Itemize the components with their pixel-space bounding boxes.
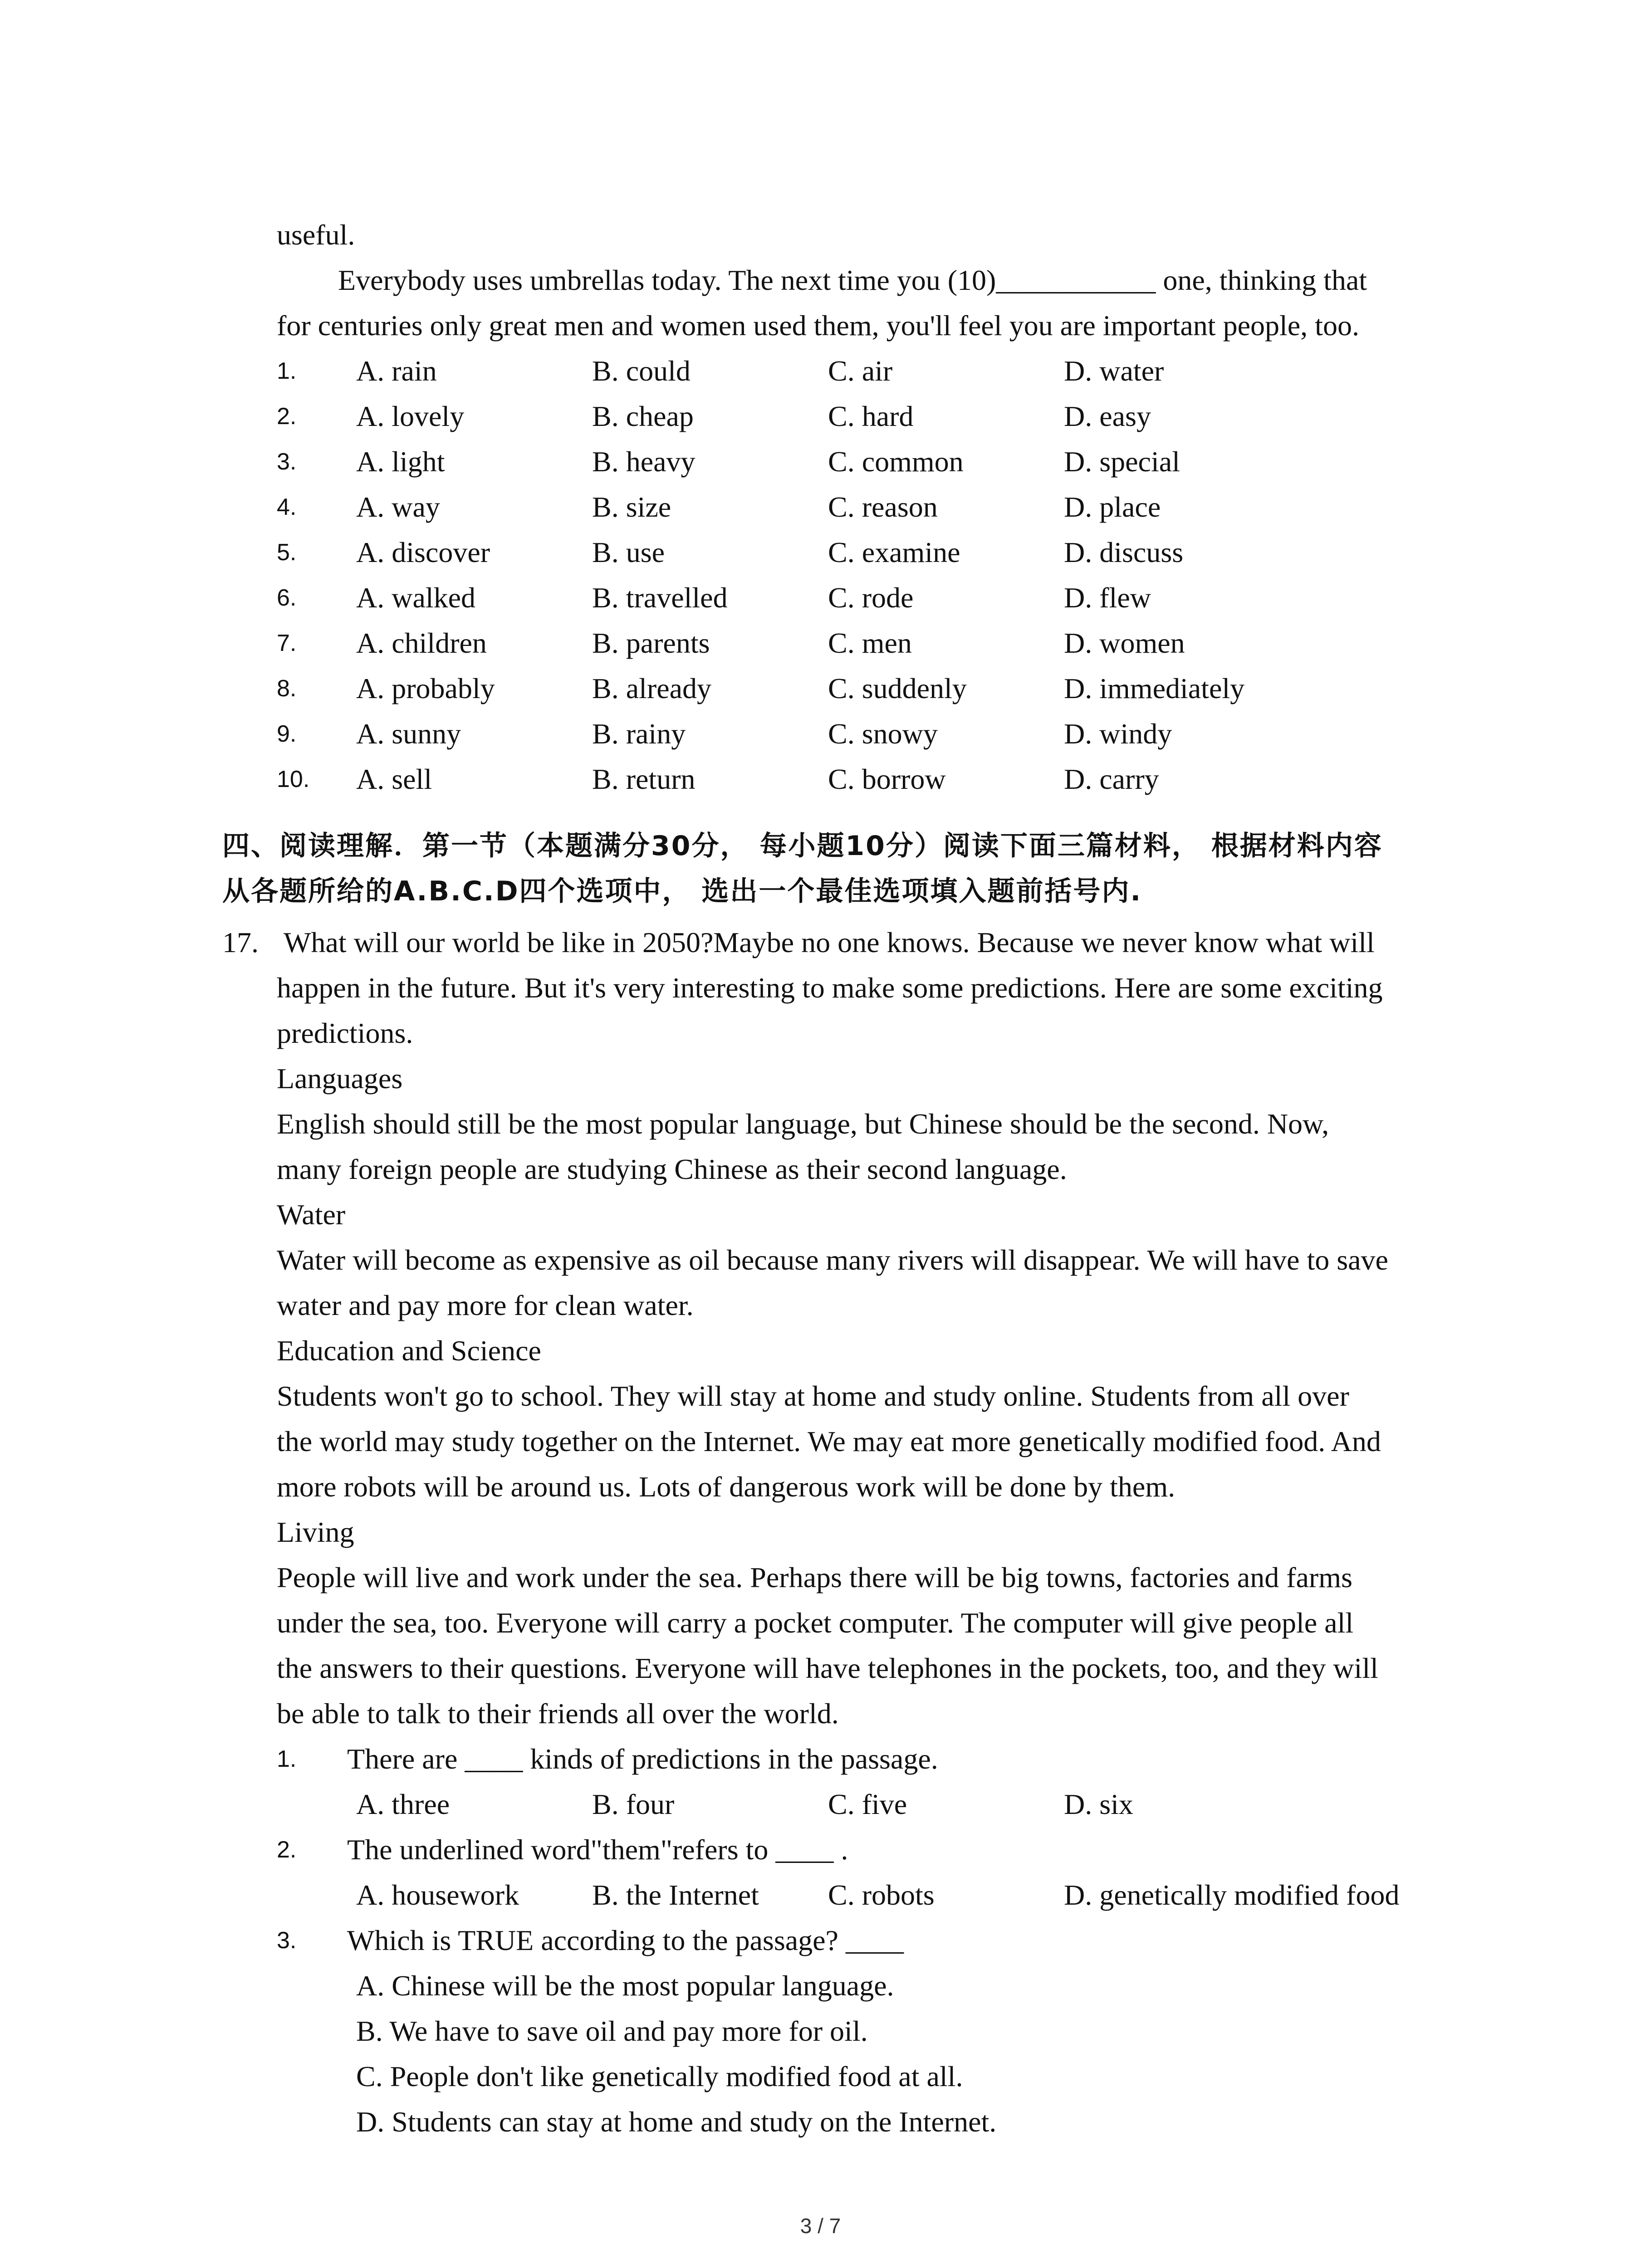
question-stem: There are ____ kinds of predictions in the passage. bbox=[347, 1743, 938, 1775]
option-c: C. robots bbox=[828, 1879, 935, 1911]
option-c: C. snowy bbox=[828, 718, 938, 750]
passage-line: Water will become as expensive as oil because many rivers will disappear. We will have to save bbox=[277, 1244, 1388, 1276]
question-number: 3. bbox=[277, 1927, 297, 1954]
option-b: B. travelled bbox=[592, 582, 728, 614]
option-c: C. air bbox=[828, 355, 893, 387]
option-d: D. women bbox=[1064, 627, 1185, 659]
option-c: C. suddenly bbox=[828, 672, 967, 704]
item-number: 2. bbox=[277, 403, 297, 430]
passage-line: Students won't go to school. They will stay at home and study online. Students from all over bbox=[277, 1380, 1349, 1412]
option-a: A. walked bbox=[356, 582, 476, 614]
item-number: 4. bbox=[277, 494, 297, 520]
passage-line: English should still be the most popular language, but Chinese should be the second. Now, bbox=[277, 1108, 1329, 1140]
option-b: B. could bbox=[592, 355, 691, 387]
option-c: C. rode bbox=[828, 582, 914, 614]
option-a: A. three bbox=[356, 1788, 450, 1820]
passage-subheading: Water bbox=[277, 1198, 346, 1231]
option-c: C. hard bbox=[828, 400, 914, 432]
section-heading: 从各题所给的A.B.C.D四个选项中， 选出一个最佳选项填入题前括号内. bbox=[222, 875, 1142, 907]
option-c: C. reason bbox=[828, 491, 938, 523]
option-a: A. light bbox=[356, 445, 445, 478]
question-stem: The underlined word"them"refers to ____ . bbox=[347, 1833, 848, 1866]
option-b: B. four bbox=[592, 1788, 675, 1820]
passage-line: water and pay more for clean water. bbox=[277, 1289, 694, 1321]
item-number: 9. bbox=[277, 721, 297, 747]
passage-line: under the sea, too. Everyone will carry a pocket computer. The computer will give people all bbox=[277, 1607, 1354, 1639]
option-c: C. borrow bbox=[828, 763, 946, 795]
passage-line: People will live and work under the sea. Perhaps there will be big towns, factories and farms bbox=[277, 1561, 1352, 1593]
option-d: D. six bbox=[1064, 1788, 1133, 1820]
option-d: D. carry bbox=[1064, 763, 1159, 795]
option-a: A. way bbox=[356, 491, 440, 523]
option-b: B. size bbox=[592, 491, 671, 523]
item-number: 8. bbox=[277, 675, 297, 702]
option-a: A. sunny bbox=[356, 718, 461, 750]
option-d: D. easy bbox=[1064, 400, 1151, 432]
passage-line: happen in the future. But it's very interesting to make some predictions. Here are some exciting bbox=[277, 972, 1383, 1004]
page-number: 3 / 7 bbox=[800, 2214, 841, 2238]
passage-subheading: Languages bbox=[277, 1062, 403, 1095]
option-b: B. return bbox=[592, 763, 696, 795]
section-heading: 四、阅读理解．第一节（本题满分30分， 每小题10分）阅读下面三篇材料， 根据材料内容 bbox=[222, 830, 1383, 862]
option-b: B. the Internet bbox=[592, 1879, 759, 1911]
option-b: B. use bbox=[592, 536, 665, 568]
option-a: A. children bbox=[356, 627, 487, 659]
paragraph-line: for centuries only great men and women used them, you'll feel you are important people, too. bbox=[277, 309, 1359, 342]
option-a: A. rain bbox=[356, 355, 437, 387]
option-d: D. Students can stay at home and study on the Internet. bbox=[356, 2106, 997, 2138]
passage-line: the world may study together on the Internet. We may eat more genetically modified food. And bbox=[277, 1425, 1381, 1457]
option-a: A. discover bbox=[356, 536, 490, 568]
option-d: D. place bbox=[1064, 491, 1161, 523]
passage-line: the answers to their questions. Everyone will have telephones in the pockets, too, and they will bbox=[277, 1652, 1378, 1684]
passage-line: predictions. bbox=[277, 1017, 413, 1049]
question-number: 1. bbox=[277, 1746, 297, 1772]
option-b: B. already bbox=[592, 672, 711, 704]
option-d: D. genetically modified food bbox=[1064, 1879, 1400, 1911]
passage-subheading: Living bbox=[277, 1516, 354, 1548]
option-d: D. water bbox=[1064, 355, 1164, 387]
option-d: D. windy bbox=[1064, 718, 1172, 750]
option-a: A. sell bbox=[356, 763, 432, 795]
option-a: A. probably bbox=[356, 672, 495, 704]
passage-line: What will our world be like in 2050?Maybe no one knows. Because we never know what will bbox=[284, 926, 1375, 958]
paragraph-line: Everybody uses umbrellas today. The next time you (10)___________ one, thinking that bbox=[338, 264, 1367, 296]
option-c: C. People don't like genetically modified food at all. bbox=[356, 2060, 963, 2092]
option-c: C. examine bbox=[828, 536, 960, 568]
option-b: B. rainy bbox=[592, 718, 686, 750]
question-stem: Which is TRUE according to the passage? ____ bbox=[347, 1924, 904, 1956]
option-c: C. five bbox=[828, 1788, 907, 1820]
option-a: A. lovely bbox=[356, 400, 465, 432]
option-b: B. parents bbox=[592, 627, 710, 659]
item-number: 1. bbox=[277, 358, 297, 384]
item-number: 6. bbox=[277, 585, 297, 611]
question-number: 17. bbox=[222, 926, 259, 958]
item-number: 7. bbox=[277, 630, 297, 656]
paragraph-line: useful. bbox=[277, 219, 355, 251]
passage-line: more robots will be around us. Lots of dangerous work will be done by them. bbox=[277, 1471, 1176, 1503]
option-c: C. common bbox=[828, 445, 964, 478]
item-number: 10. bbox=[277, 766, 310, 792]
option-d: D. flew bbox=[1064, 582, 1151, 614]
option-a: A. Chinese will be the most popular language. bbox=[356, 1970, 894, 2002]
passage-line: be able to talk to their friends all over the world. bbox=[277, 1697, 839, 1730]
option-d: D. special bbox=[1064, 445, 1180, 478]
item-number: 5. bbox=[277, 539, 297, 566]
option-c: C. men bbox=[828, 627, 912, 659]
option-b: B. cheap bbox=[592, 400, 694, 432]
question-number: 2. bbox=[277, 1837, 297, 1863]
option-b: B. heavy bbox=[592, 445, 696, 478]
passage-line: many foreign people are studying Chinese as their second language. bbox=[277, 1153, 1067, 1185]
item-number: 3. bbox=[277, 449, 297, 475]
option-d: D. discuss bbox=[1064, 536, 1184, 568]
option-d: D. immediately bbox=[1064, 672, 1245, 704]
passage-subheading: Education and Science bbox=[277, 1334, 541, 1367]
option-a: A. housework bbox=[356, 1879, 519, 1911]
option-b: B. We have to save oil and pay more for oil. bbox=[356, 2015, 868, 2047]
